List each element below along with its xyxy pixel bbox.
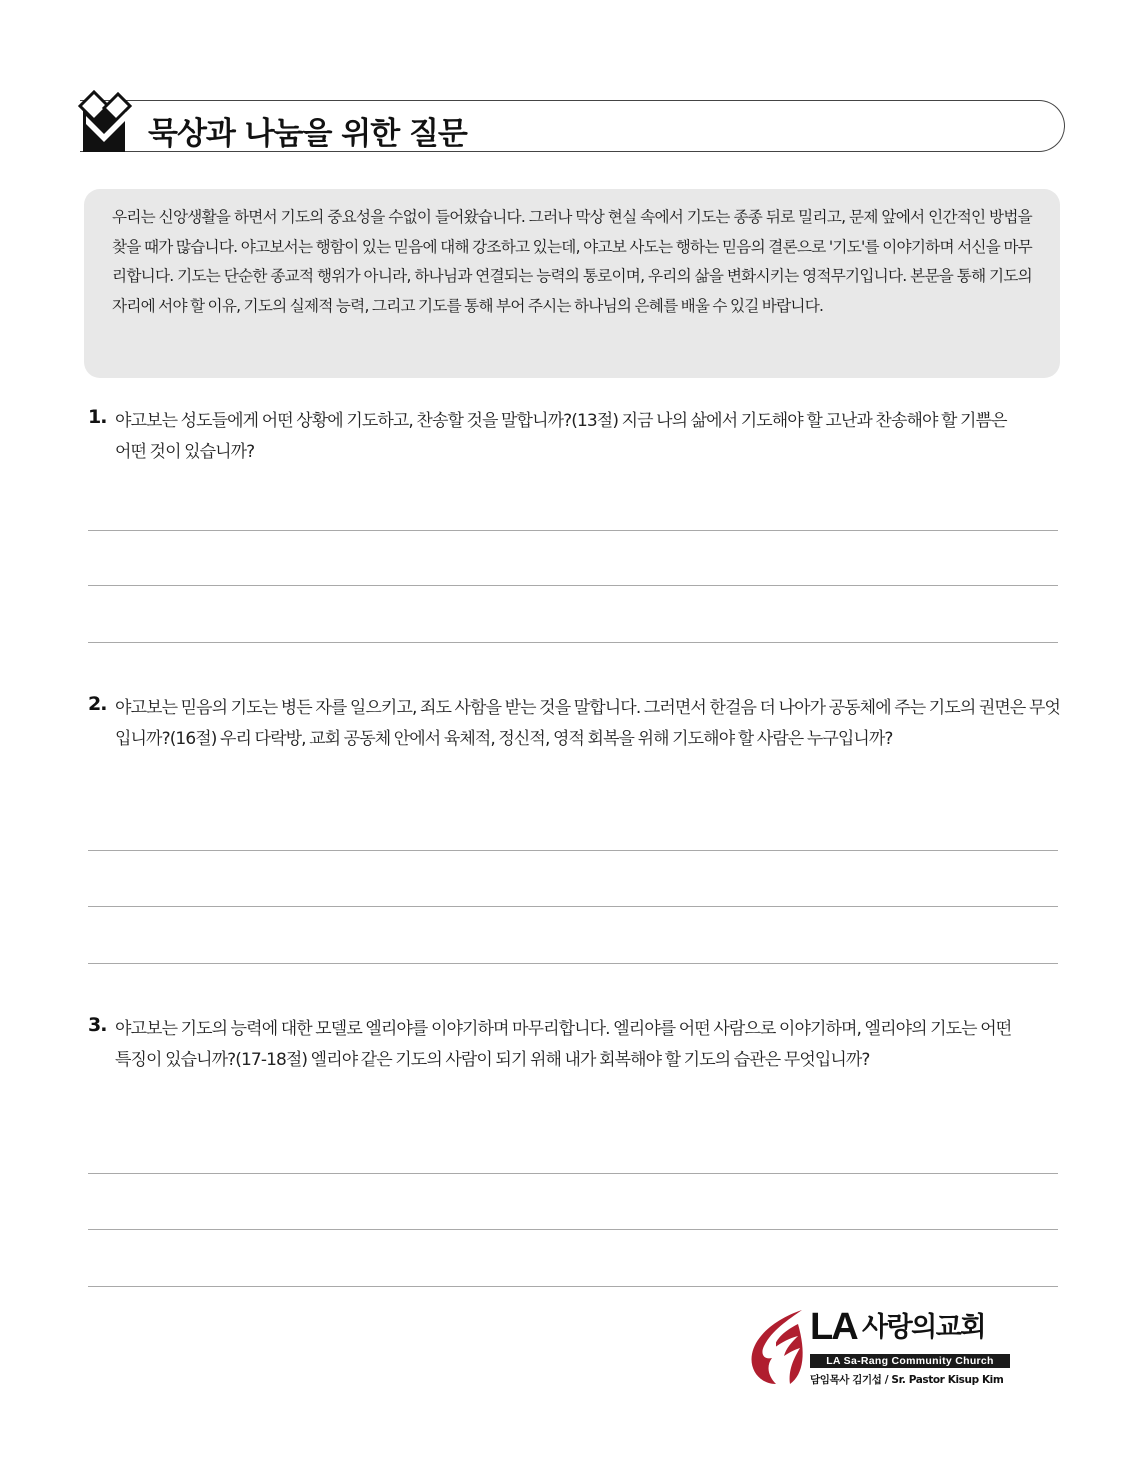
answer-line[interactable] — [88, 850, 1058, 851]
question-text: 야고보는 믿음의 기도는 병든 자를 일으키고, 죄도 사함을 받는 것을 말합니다. 그러면서 한걸음 더 나아가 공동체에 주는 기도의 권면은 무엇입니까?(16절) 우리 다락방, 교회 공동체 안에서 육체적, 정신적, 영적 회복을 위해 기도해야 할 사람은 누구입니까? — [115, 698, 1060, 749]
answer-line[interactable] — [88, 585, 1058, 586]
question-number: 3. — [88, 1014, 107, 1036]
answer-line[interactable] — [88, 642, 1058, 643]
logo-la: LA — [810, 1306, 857, 1348]
logo-english-name: LA Sa-Rang Community Church — [810, 1354, 1010, 1368]
intro-box — [84, 189, 1060, 378]
check-box-icon — [76, 86, 132, 154]
question-number: 2. — [88, 693, 107, 715]
answer-line[interactable] — [88, 530, 1058, 531]
intro-paragraph: 우리는 신앙생활을 하면서 기도의 중요성을 수없이 들어왔습니다. 그러나 막상 현실 속에서 기도는 종종 뒤로 밀리고, 문제 앞에서 인간적인 방법을 찾을 때가 많습니다. 야고보서는 행함이 있는 믿음에 대해 강조하고 있는데, 야고보 사도는 행하는 믿음의 결론으로 '기도'를 이야기하며 서신을 마무리합니다. 기도는 단순한 종교적 행위가 아니라, 하나님과 연결되는 능력의 통로이며, 우리의 삶을 변화시키는 영적무기입니다. 본문을 통해 기도의 자리에 서야 할 이유, 기도의 실제적 능력, 그리고 기도를 통해 부어 주시는 하나님의 은혜를 배울 수 있길 바랍니다. — [112, 208, 1032, 315]
answer-line[interactable] — [88, 906, 1058, 907]
logo-korean-name: 사랑의교회 — [862, 1312, 985, 1343]
page-title: 묵상과 나눔을 위한 질문 — [148, 116, 467, 152]
question-number: 1. — [88, 406, 107, 428]
answer-line[interactable] — [88, 1173, 1058, 1174]
answer-line[interactable] — [88, 963, 1058, 964]
question-text: 야고보는 성도들에게 어떤 상황에 기도하고, 찬송할 것을 말합니까?(13절) 지금 나의 삶에서 기도해야 할 고난과 찬송해야 할 기쁨은 어떤 것이 있습니까? — [115, 411, 1007, 462]
logo-pastor: 담임목사 김기섭 / Sr. Pastor Kisup Kim — [810, 1374, 1004, 1386]
question-2 — [88, 693, 1063, 755]
question-3 — [88, 1014, 1063, 1076]
flame-cross-icon — [748, 1308, 806, 1386]
question-1 — [88, 406, 1063, 468]
answer-line[interactable] — [88, 1286, 1058, 1287]
question-text: 야고보는 기도의 능력에 대한 모델로 엘리야를 이야기하며 마무리합니다. 엘리야를 어떤 사람으로 이야기하며, 엘리야의 기도는 어떤 특징이 있습니까?(17-18절) 엘리야 같은 기도의 사람이 되기 위해 내가 회복해야 할 기도의 습관은 무엇입니까? — [115, 1019, 1012, 1070]
church-logo — [748, 1306, 1023, 1390]
answer-line[interactable] — [88, 1229, 1058, 1230]
